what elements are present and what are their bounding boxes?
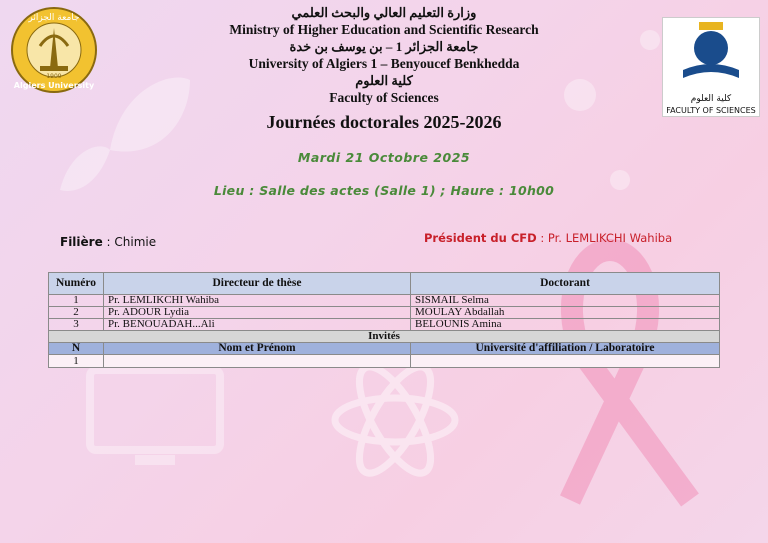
invites-header-universite: Université d'affiliation / Laboratoire	[411, 343, 720, 355]
invite-number: 1	[49, 355, 104, 368]
document-header	[0, 4, 768, 106]
invites-header-n: N	[49, 343, 104, 355]
logo-year: 1909	[46, 73, 62, 80]
ministry-english: Ministry of Higher Education and Scientific Research	[229, 22, 539, 37]
faculty-english: Faculty of Sciences	[329, 90, 439, 105]
invites-header-nom: Nom et Prénom	[104, 343, 411, 355]
president-value: : Pr. LEMLIKCHI Wahiba	[536, 231, 673, 245]
filiere-value: : Chimie	[102, 235, 157, 249]
faculty-logo-caption-ar: كلية العلوم	[690, 94, 732, 104]
president-label: Président du CFD	[424, 231, 537, 245]
faculty-logo-caption-en: FACULTY OF SCIENCES	[666, 106, 756, 115]
table-row	[49, 319, 720, 331]
row-number: 2	[49, 307, 104, 319]
atom-icon	[335, 357, 455, 483]
university-arabic: جامعة الجزائر 1 – بن يوسف بن خدة	[289, 39, 479, 54]
invites-header-row	[49, 343, 720, 355]
table-row	[49, 355, 720, 368]
event-date: Mardi 21 Octobre 2025	[297, 150, 471, 165]
row-number: 3	[49, 319, 104, 331]
row-directeur: Pr. ADOUR Lydia	[104, 307, 411, 319]
invites-label: Invités	[49, 331, 720, 343]
president-field	[424, 231, 672, 245]
header-directeur: Directeur de thèse	[104, 273, 411, 295]
header-numero: Numéro	[49, 273, 104, 295]
table-row	[49, 307, 720, 319]
row-number: 1	[49, 295, 104, 307]
event-location: Lieu : Salle des actes (Salle 1) ; Haure : 10h00	[213, 183, 555, 198]
filiere-label: Filière	[60, 235, 103, 249]
header-doctorant: Doctorant	[411, 273, 720, 295]
row-doctorant: MOULAY Abdallah	[411, 307, 720, 319]
invite-affiliation	[411, 355, 720, 368]
logo-text-arabic: جامعة الجزائر	[28, 13, 80, 23]
faculty-arabic: كلية العلوم	[355, 73, 413, 88]
row-doctorant: BELOUNIS Amina	[411, 319, 720, 331]
schedule-table	[48, 272, 720, 368]
university-english: University of Algiers 1 – Benyoucef Benkhedda	[248, 56, 520, 71]
event-title: Journées doctorales 2025-2026	[266, 112, 502, 132]
row-doctorant: SISMAIL Selma	[411, 295, 720, 307]
row-directeur: Pr. LEMLIKCHI Wahiba	[104, 295, 411, 307]
table-header-row	[49, 273, 720, 295]
ministry-arabic: وزارة التعليم العالي والبحث العلمي	[291, 5, 477, 20]
filiere-field	[60, 235, 156, 249]
table-row	[49, 295, 720, 307]
invites-section-row	[49, 331, 720, 343]
row-directeur: Pr. BENOUADAH...Ali	[104, 319, 411, 331]
invite-name	[104, 355, 411, 368]
logo-text-english: Algiers University	[13, 81, 95, 90]
